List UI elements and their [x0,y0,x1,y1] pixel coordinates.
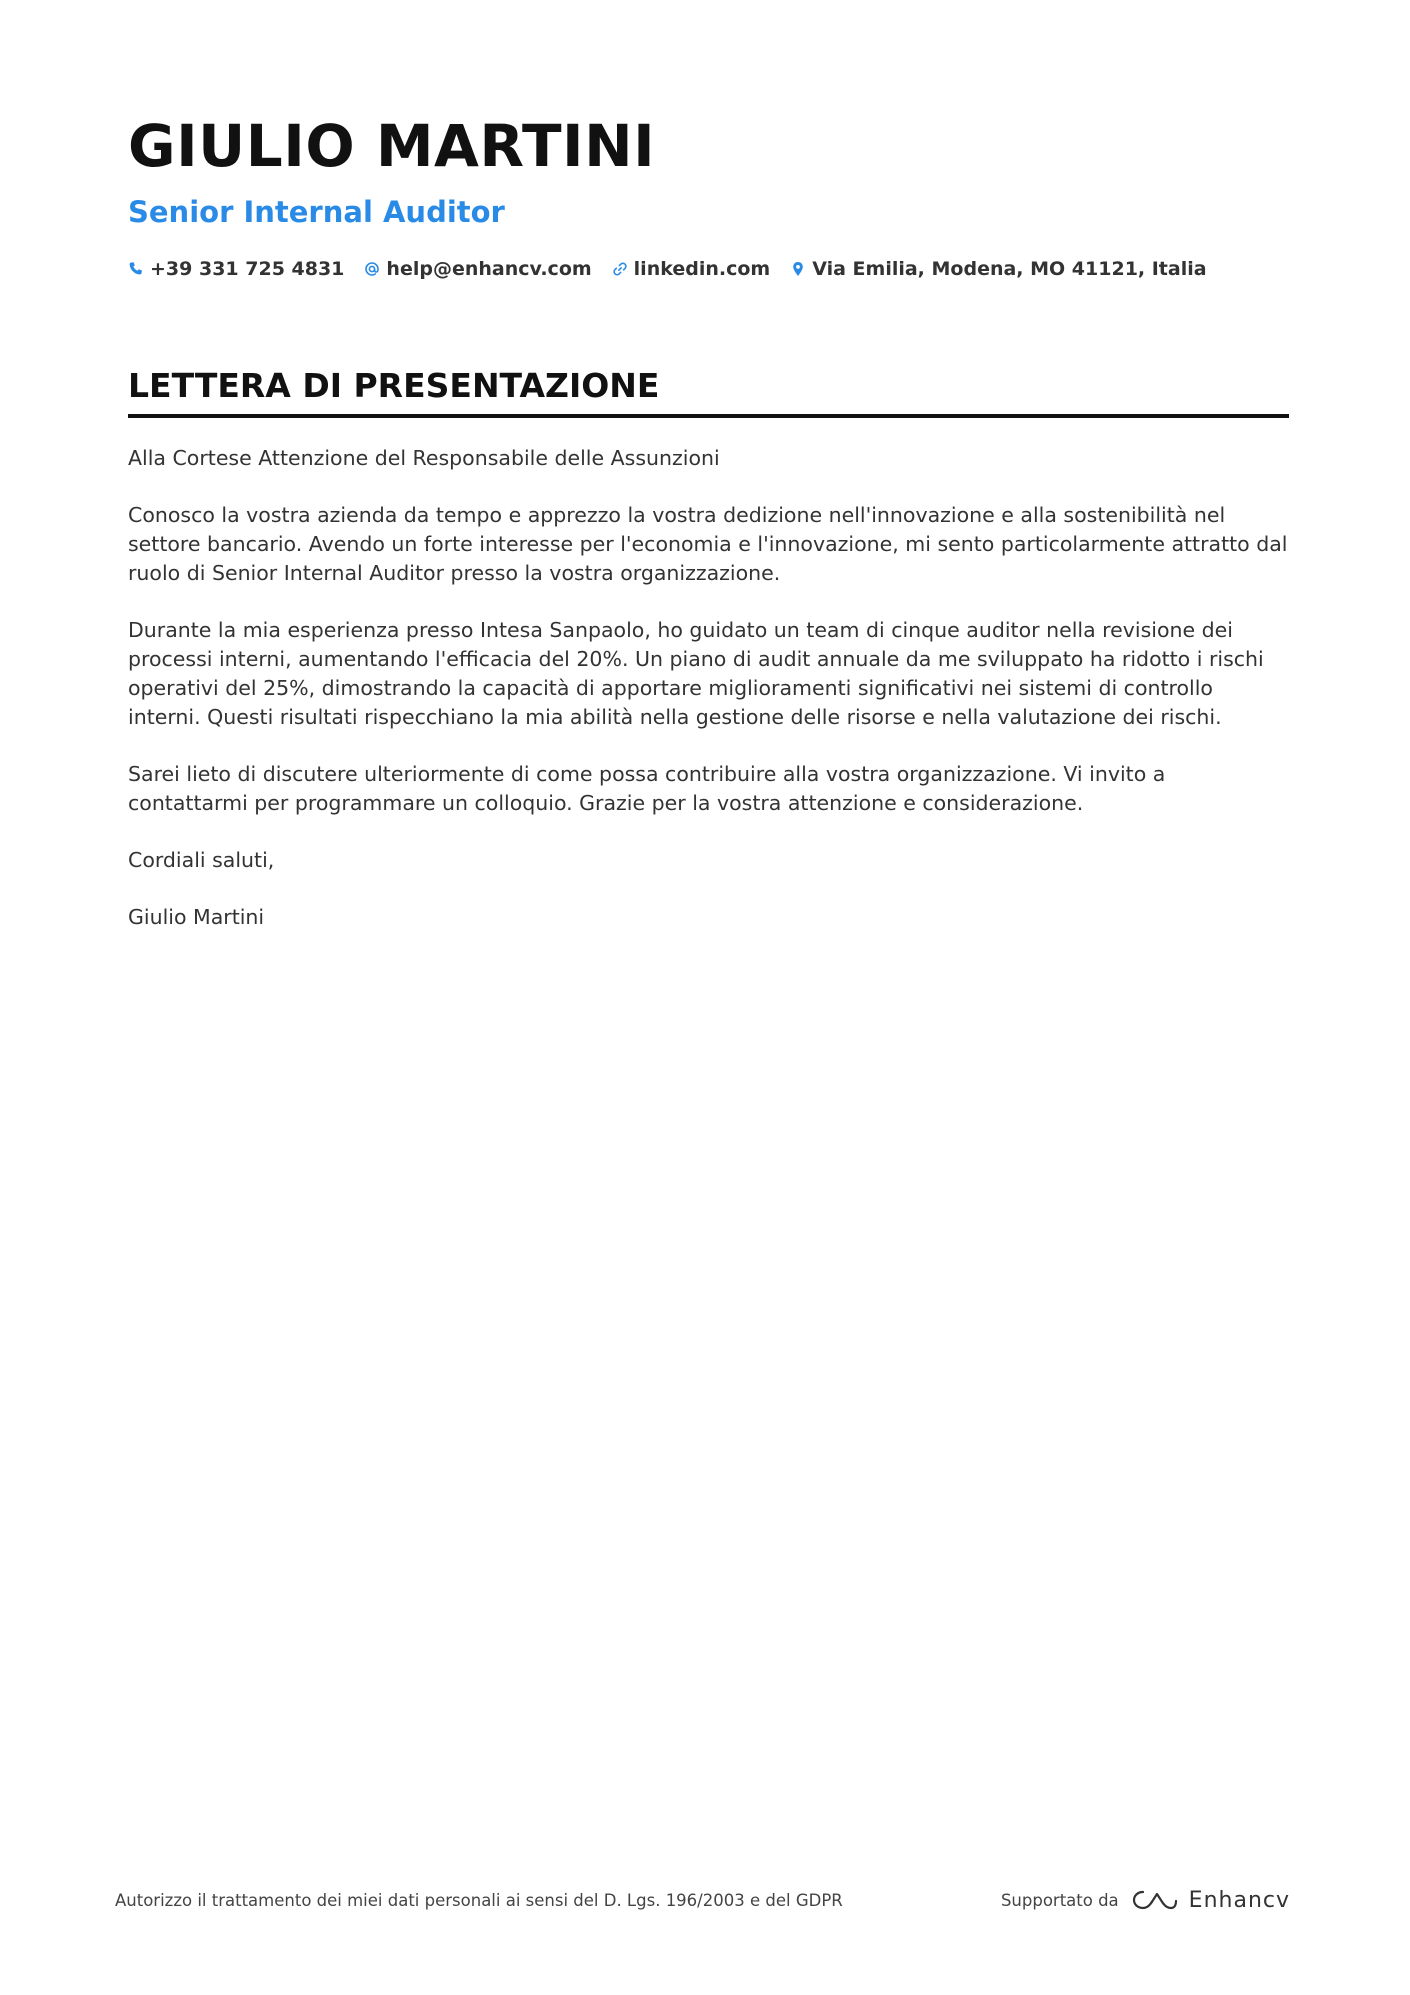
phone-icon [128,261,144,277]
contact-linkedin-text[interactable]: linkedin.com [633,258,771,280]
candidate-name: GIULIO MARTINI [128,112,656,180]
contact-email[interactable] [364,258,591,280]
at-sign-icon [364,261,380,277]
letter-body [128,444,1289,932]
link-icon [612,261,628,277]
letter-paragraph-intro: Conosco la vostra azienda da tempo e apprezzo la vostra dedizione nell'innovazione e alla sostenibilità nel settore bancario. Avendo un forte interesse per l'economia e l'innovazione, mi sento particolarmente attratto dal ruolo di Senior Internal Auditor presso la vostra organizzazione. [128,503,1288,585]
header [128,108,1288,280]
enhancv-logo-icon [1131,1888,1179,1912]
brand-name[interactable]: Enhancv [1188,1887,1290,1913]
contact-address-text: Via Emilia, Modena, MO 41121, Italia [812,258,1207,280]
cover-letter-section [128,364,1289,960]
powered-by[interactable] [1001,1888,1290,1913]
contact-phone-text: +39 331 725 4831 [150,258,345,280]
footer [115,1880,1290,1920]
letter-sign-off: Cordiali saluti, [128,848,275,872]
letter-salutation: Alla Cortese Attenzione del Responsabile delle Assunzioni [128,446,720,470]
location-pin-icon [790,261,806,277]
privacy-consent-text: Autorizzo il trattamento dei miei dati personali ai sensi del D. Lgs. 196/2003 e del GDPR [115,1890,843,1910]
contact-linkedin[interactable] [612,258,771,280]
section-title: LETTERA DI PRESENTAZIONE [128,364,1289,418]
brand-logo[interactable] [1131,1888,1290,1913]
letter-paragraph-closing: Sarei lieto di discutere ulteriormente di come possa contribuire alla vostra organizzazione. Vi invito a contattarmi per programmare un colloquio. Grazie per la vostra attenzione e considerazione. [128,762,1166,815]
powered-by-label: Supportato da [1000,1890,1119,1910]
contact-bar [128,258,1288,280]
contact-phone [128,258,344,280]
letter-signature: Giulio Martini [128,905,265,929]
letter-paragraph-experience: Durante la mia esperienza presso Intesa Sanpaolo, ho guidato un team di cinque auditor nella revisione dei processi interni, aumentando l'efficacia del 20%. Un piano di audit annuale da me sviluppato ha ridotto i rischi operativi del 25%, dimostrando la capacità di apportare miglioramenti significativi nei sistemi di controllo interni. Questi risultati rispecchiano la mia abilità nella gestione delle risorse e nella valutazione dei rischi. [128,618,1264,729]
contact-address [790,258,1206,280]
contact-email-text[interactable]: help@enhancv.com [386,258,592,280]
job-title: Senior Internal Auditor [128,195,505,229]
